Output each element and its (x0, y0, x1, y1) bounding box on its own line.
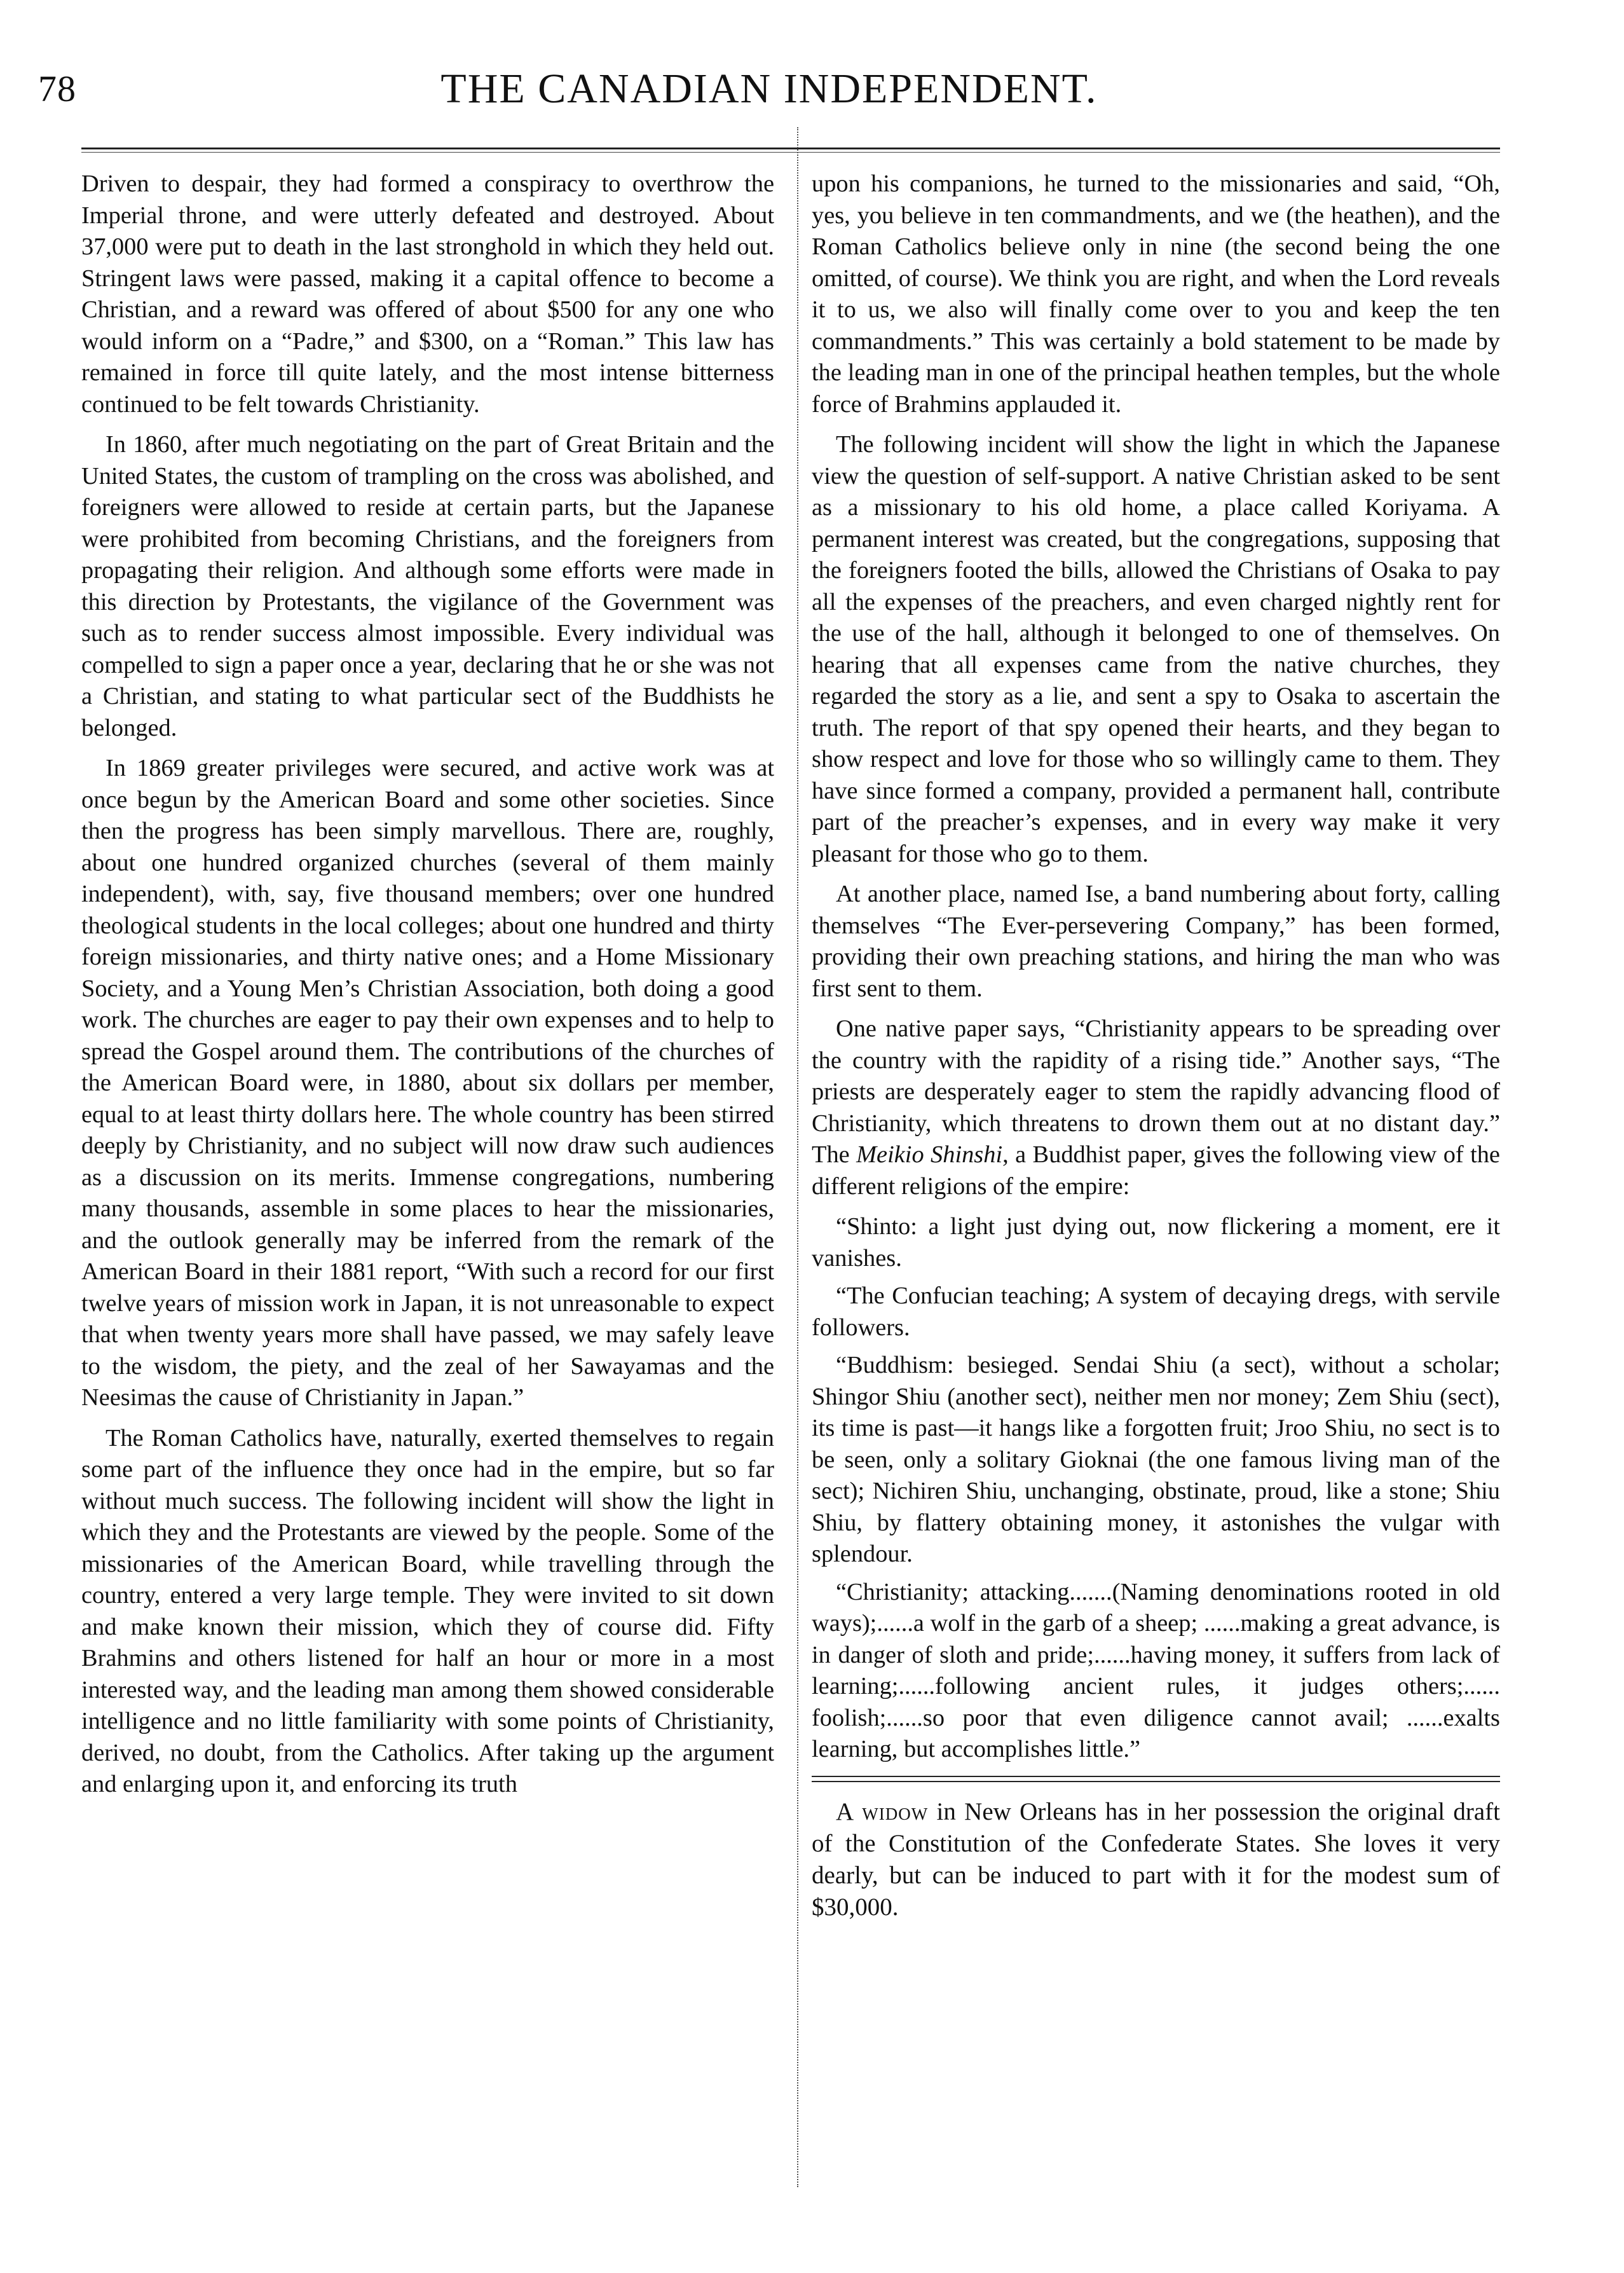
native-paper-text-a: One native paper says, “Christianity appears to be spreading over the country with the rapidity of a rising tide.” Another says, “The priests are desperately eager to stem the rapidly advancing flood of Christianity, which threatens to drown them out at no distant day.” The (812, 1015, 1500, 1168)
left-column (81, 168, 774, 1809)
native-paper-text-b: , a Buddhist paper, gives the following view of the different religions of the empire: (812, 1141, 1500, 1200)
widow-notice (812, 1796, 1500, 1923)
paragraph-conspiracy: Driven to despair, they had formed a conspiracy to overthrow the Imperial throne, and were utterly defeated and destroyed. About 37,000 were put to death in the last stronghold in which they held out. Stringent laws were passed, making it a capital offence to become a Christian, and a reward was offered of about $500 for any one who would inform on a “Padre,” and $300, on a “Roman.” This law has remained in force till quite lately, and the most intense bitterness continued to be felt towards Christianity. (81, 170, 774, 418)
page-header (38, 64, 1500, 127)
page-number: 78 (38, 68, 76, 109)
quote-confucian: “The Confucian teaching; A system of decaying dregs, with servile followers. (812, 1282, 1500, 1341)
right-column (812, 168, 1500, 1932)
paragraph-1860: In 1860, after much negotiating on the part of Great Britain and the United States, the custom of trampling on the cross was abolished, and foreigners were allowed to reside at certain parts, but the Japanese were prohibited from becoming Christians, and the foreigners from propagating their religion. And although some efforts were made in this direction by Protestants, the vigilance of the Government was such as to render success almost impossible. Every individual was compelled to sign a paper once a year, declaring that he or she was not a Christian, and stating to what particular sect of the Buddhists he belonged. (81, 431, 774, 741)
quote-christianity: “Christianity; attacking.......(Naming denominations rooted in old ways);......a wolf in the garb of a sheep; ......making a great advance, is in danger of sloth and pride;......having money, it suffers from lack of learning;......following ancient rules, it judges others;...... foolish;......so poor that even diligence cannot avail; ......exalts learning, but accomplishes little.” (812, 1578, 1500, 1762)
quote-buddhism: “Buddhism: besieged. Sendai Shiu (a sect), without a scholar; Shingor Shiu (another sect), neither men nor money; Zem Shiu (sect), its time is past—it hangs like a forgotten fruit; Jroo Shiu, no sect is to be seen, only a solitary Gioknai (the one famous living man of the sect); Nichiren Shiu, unchanging, obstinate, proud, like a stone; Shiu Shiu, by flattery obtaining money, it astonishes the vulgar with splendour. (812, 1352, 1500, 1567)
newspaper-name: Meikio Shinshi (856, 1141, 1003, 1168)
column-divider (797, 127, 798, 2187)
header-rule-thin (81, 152, 1500, 153)
paragraph-1869: In 1869 greater privileges were secured, and active work was at once begun by the American Board and some other societies. Since then the progress has been simply marvellous. There are, roughly, about one hundred organized churches (several of them mainly independent), with, say, five thousand members; over one hundred theological students in the local colleges; about one hundred and thirty foreign missionaries, and thirty native ones; and a Home Missionary Society, and a Young Men’s Christian Association, both doing a good work. The churches are eager to pay their own expenses and to help to spread the Gospel around them. The contributions of the churches of the American Board were, in 1880, about six dollars per member, equal to at least thirty dollars here. The whole country has been stirred deeply by Christianity, and no subject will now draw such audiences as a discussion on its merits. Immense congregations, numbering many thousands, assemble in some places to hear the missionaries, and the outlook generally may be inferred from the remark of the American Board in their 1881 report, “With such a record for our first twelve years of mission work in Japan, it is not unreasonable to expect that when twenty years more shall have passed, we may safely leave to the wisdom, the piety, and the zeal of her Sawayamas and the Neesimas the cause of Christianity in Japan.” (81, 755, 774, 1411)
article-separator (812, 1776, 1500, 1777)
quote-shinto: “Shinto: a light just dying out, now flickering a moment, ere it vanishes. (812, 1213, 1500, 1272)
paragraph-ise: At another place, named Ise, a band numbering about forty, calling themselves “The Ever-persevering Company,” has been formed, providing their own preaching stations, and hiring the man who was first sent to them. (812, 881, 1500, 1002)
journal-title: THE CANADIAN INDEPENDENT. (440, 65, 1098, 112)
paragraph-commandments: upon his companions, he turned to the missionaries and said, “Oh, yes, you believe in ten commandments, and we (the heathen), and the Roman Catholics believe only in nine (the second being the one omitted, of course). We think you are right, and when the Lord reveals it to us, we also will finally come over to you and keep the ten commandments.” This was certainly a bold statement to be made by the leading man in one of the principal heathen temples, but the whole force of Brahmins applauded it. (812, 170, 1500, 418)
paragraph-native-paper (812, 1013, 1500, 1202)
widow-notice-lead: A widow (836, 1797, 929, 1825)
paragraph-self-support: The following incident will show the light in which the Japanese view the question of self-support. A native Christian asked to be sent as a missionary to his old home, a place called Koriyama. A permanent interest was created, but the congregations, supposing that the foreigners footed the bills, allowed the Christians of Osaka to pay all the expenses of the preachers, and even charged nightly rent for the use of the hall, although it belonged to one of themselves. On hearing that all expenses came from the native churches, they regarded the story as a lie, and sent a spy to Osaka to ascertain the truth. The report of that spy opened their hearts, and they began to show respect and love for those who so willingly came to them. They have since formed a company, provided a permanent hall, contribute part of the preacher’s expenses, and in every way make it very pleasant for those who go to them. (812, 431, 1500, 867)
paragraph-roman-catholics: The Roman Catholics have, naturally, exerted themselves to regain some part of the influence they once had in the empire, but so far without much success. The following incident will show the light in which they and the Protestants are viewed by the people. Some of the missionaries of the American Board, while travelling through the country, entered a very large temple. They were invited to sit down and make known their mission, which they of course did. Fifty Brahmins and others listened for half an hour or more in a most interested way, and the leading man among them showed considerable intelligence and no little familiarity with some points of Christianity, derived, no doubt, from the Catholics. After taking up the argument and enlarging upon it, and enforcing its truth (81, 1424, 774, 1797)
widow-notice-text: in New Orleans has in her possession the original draft of the Constitution of the Confederate States. She loves it very dearly, but can be induced to part with it for the modest sum of $30,000. (812, 1797, 1500, 1921)
header-rule (81, 148, 1500, 149)
